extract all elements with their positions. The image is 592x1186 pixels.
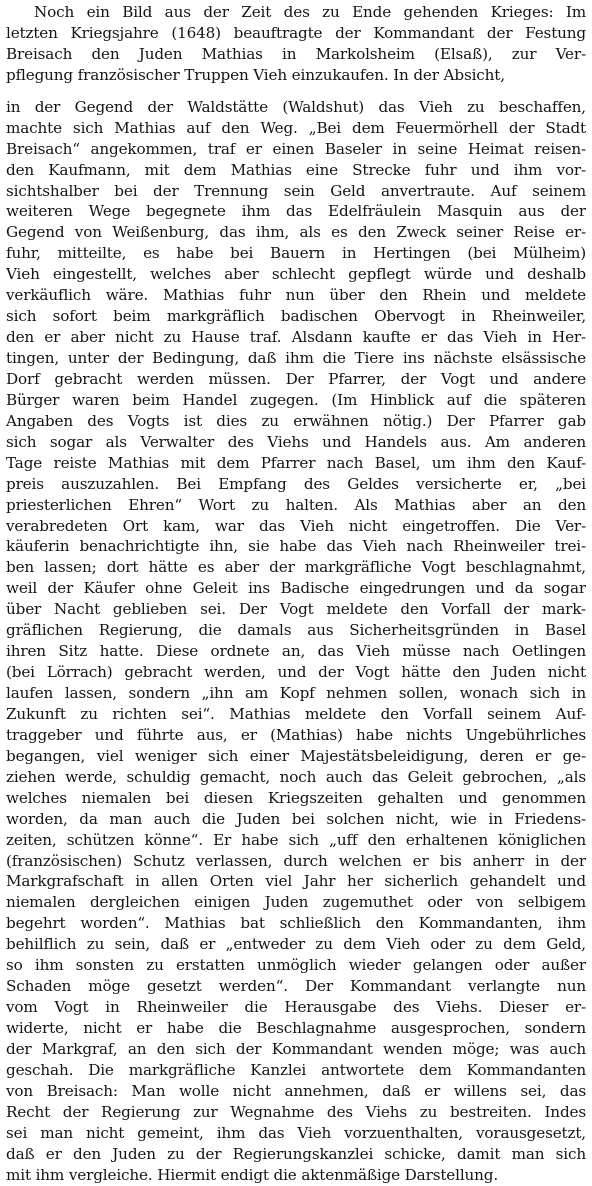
text-line: fuhr, mitteilte, es habe bei Bauern in Hertingen (bei Mülheim) xyxy=(6,244,586,263)
text-line: geschah. Die markgräfliche Kanzlei antwortete dem Kommandanten xyxy=(6,1060,586,1079)
text-line: begehrt worden“. Mathias bat schließlich den Kommandanten, ihm xyxy=(6,914,586,933)
text-line: der Markgraf, an den sich der Kommandant wenden möge; was auch xyxy=(6,1039,586,1058)
text-line: welches niemalen bei diesen Kriegszeiten gehalten und genommen xyxy=(6,788,586,807)
text-line: ihren Sitz hatte. Diese ordnete an, das Vieh müsse nach Oetlingen xyxy=(6,642,586,661)
text-line: niemalen dergleichen einigen Juden zugemuthet oder von selbigem xyxy=(6,893,586,912)
text-line: preis auszuzahlen. Bei Empfang des Geldes versicherte er, „bei xyxy=(6,474,586,493)
text-line: Angaben des Vogts ist dies zu erwähnen nötig.) Der Pfarrer gab xyxy=(6,411,586,430)
text-line: Markgrafschaft in allen Orten viel Jahr her sicherlich gehandelt und xyxy=(6,872,586,891)
text-line: (bei Lörrach) gebracht werden, und der Vogt hätte den Juden nicht xyxy=(6,663,586,682)
text-line: behilflich zu sein, daß er „entweder zu dem Vieh oder zu dem Geld, xyxy=(6,935,586,954)
text-line: pflegung französischer Truppen Vieh einzukaufen. In der Absicht, xyxy=(6,65,505,84)
text-line: den Kaufmann, mit dem Mathias eine Strecke fuhr und ihm vor- xyxy=(6,160,586,179)
text-line: sich sofort beim markgräflich badischen Obervogt in Rheinweiler, xyxy=(6,307,586,326)
text-line: Vieh eingestellt, welches aber schlecht gepflegt würde und deshalb xyxy=(6,265,586,284)
text-line: tingen, unter der Bedingung, daß ihm die Tiere ins nächste elsässische xyxy=(6,349,586,367)
text-line: mit ihm vergleiche. Hiermit endigt die aktenmäßige Darstellung. xyxy=(6,1165,499,1184)
text-line: verabredeten Ort kam, war das Vieh nicht eingetroffen. Die Ver- xyxy=(6,516,586,535)
text-line: vom Vogt in Rheinweiler die Herausgabe des Viehs. Dieser er- xyxy=(6,998,586,1017)
text-line: Schaden möge gesetzt werden“. Der Kommandant verlangte nun xyxy=(6,977,586,996)
text-line: käuferin benachrichtigte ihn, sie habe das Vieh nach Rheinweiler trei- xyxy=(6,537,586,556)
text-line: sich sogar als Verwalter des Viehs und Handels aus. Am anderen xyxy=(6,432,586,451)
text-line: widerte, nicht er habe die Beschlagnahme ausgesprochen, sondern xyxy=(6,1019,586,1037)
text-line: so ihm sonsten zu erstatten unmöglich wieder gelangen oder außer xyxy=(6,956,586,975)
text-line: weil der Käufer ohne Geleit ins Badische eingedrungen und da sogar xyxy=(6,579,586,598)
text-line: Gegend von Weißenburg, das ihm, als es den Zweck seiner Reise er- xyxy=(6,223,586,242)
text-line: machte sich Mathias auf den Weg. „Bei dem Feuermörhell der Stadt xyxy=(6,118,586,137)
text-line: Breisach den Juden Mathias in Markolsheim (Elsaß), zur Ver- xyxy=(6,44,586,63)
text-line: worden, da man auch die Juden bei solchen nicht, wie in Friedens- xyxy=(6,809,586,828)
text-line: ziehen werde, schuldig gemacht, noch auch das Geleit gebrochen, „als xyxy=(6,767,586,786)
text-line: traggeber und führte aus, er (Mathias) habe nichts Ungebührliches xyxy=(6,725,586,744)
text-line: verkäuflich wäre. Mathias fuhr nun über den Rhein und meldete xyxy=(6,286,586,305)
text-line: Dorf gebracht werden müssen. Der Pfarrer, der Vogt und andere xyxy=(6,369,586,388)
text-line: priesterlichen Ehren“ Wort zu halten. Als Mathias aber an den xyxy=(6,495,586,514)
text-line: Bürger waren beim Handel zugegen. (Im Hinblick auf die späteren xyxy=(6,390,586,409)
text-line: laufen lassen, sondern „ihn am Kopf nehmen sollen, wonach sich in xyxy=(6,684,586,702)
text-line: sei man nicht gemeint, ihm das Vieh vorzuenthalten, vorausgesetzt, xyxy=(6,1123,586,1142)
text-line: Tage reiste Mathias mit dem Pfarrer nach Basel, um ihm den Kauf- xyxy=(6,453,586,472)
text-line: gräflichen Regierung, die damals aus Sicherheitsgründen in Basel xyxy=(6,621,586,640)
text-line: über Nacht geblieben sei. Der Vogt meldete den Vorfall der mark- xyxy=(6,600,586,619)
paragraph-2 xyxy=(6,97,586,1186)
text-line: letzten Kriegsjahre (1648) beauftragte der Kommandant der Festung xyxy=(6,23,586,42)
text-line: Recht der Regierung zur Wegnahme des Viehs zu bestreiten. Indes xyxy=(6,1102,586,1121)
text-line: (französischen) Schutz verlassen, durch welchen er bis anherr in der xyxy=(6,851,586,870)
paragraph-1 xyxy=(6,2,586,86)
text-line: Zukunft zu richten sei“. Mathias meldete den Vorfall seinem Auf- xyxy=(6,704,586,723)
text-line: in der Gegend der Waldstätte (Waldshut) das Vieh zu beschaffen, xyxy=(6,97,586,116)
text-line: ben lassen; dort hätte es aber der markgräfliche Vogt beschlagnahmt, xyxy=(6,558,586,577)
text-line: weiteren Wege begegnete ihm das Edelfräulein Masquin aus der xyxy=(6,202,586,221)
text-line: begangen, viel weniger sich einer Majestätsbeleidigung, deren er ge- xyxy=(6,746,586,765)
text-line: Breisach“ angekommen, traf er einen Baseler in seine Heimat reisen- xyxy=(6,139,586,158)
text-line: zeiten, schützen könne“. Er habe sich „uff den erhaltenen königlichen xyxy=(6,830,586,849)
text-line: von Breisach: Man wolle nicht annehmen, daß er willens sei, das xyxy=(6,1081,586,1100)
paragraph-gap xyxy=(6,86,586,97)
text-line: sichtshalber bei der Trennung sein Geld anvertraute. Auf seinem xyxy=(6,181,586,200)
text-line: daß er den Juden zu der Regierungskanzlei schicke, damit man sich xyxy=(6,1144,586,1163)
text-line: Noch ein Bild aus der Zeit des zu Ende gehenden Krieges: Im xyxy=(34,3,586,21)
text-line: den er aber nicht zu Hause traf. Alsdann kaufte er das Vieh in Her- xyxy=(6,328,586,347)
